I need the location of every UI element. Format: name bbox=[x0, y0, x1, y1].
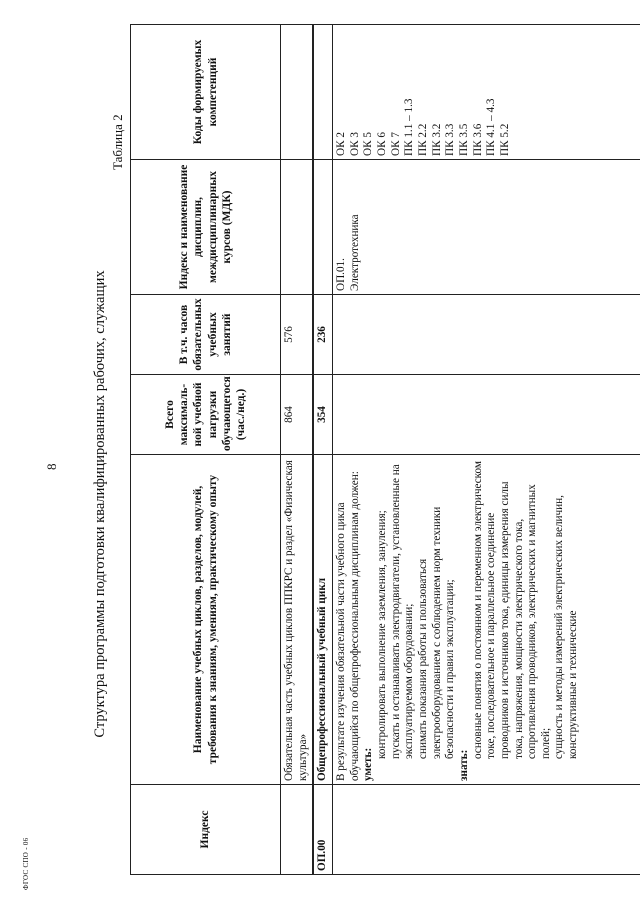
cell-discipline bbox=[332, 160, 640, 295]
header-competencies: Коды формируемых компетенций bbox=[131, 25, 281, 160]
cell-name: Общепрофессиональный учебный цикл bbox=[313, 455, 332, 785]
header-max-load: Всего максималь-ной учебной нагрузки обучающегося (час./нед.) bbox=[131, 375, 281, 455]
znat-item: основные понятия о постоянном и переменном электрическом токе, последовательное и параллельное соединение проводников и источников тока, единицы измерения силы тока, напряжения, мощности электрического тока, сопротивления проводников, электрических и магнитных полей; bbox=[471, 461, 552, 759]
umet-item: пускать и останавливать электродвигатели, установленные на эксплуатируемом оборудовании; bbox=[389, 464, 416, 759]
cell-discipline bbox=[313, 160, 332, 295]
structure-table-container bbox=[130, 25, 640, 875]
competency-code: ПК 3.6 bbox=[471, 123, 484, 156]
competency-code: ПК 3.2 bbox=[430, 123, 443, 156]
structure-table bbox=[130, 24, 640, 875]
competency-code: ОК 3 bbox=[348, 132, 361, 156]
cell-index bbox=[332, 785, 640, 875]
cell-compulsory: 236 bbox=[313, 295, 332, 375]
competency-code: ПК 3.3 bbox=[444, 123, 457, 156]
table-row-compulsory bbox=[281, 25, 314, 875]
cell-competencies bbox=[313, 25, 332, 160]
cell-index bbox=[281, 785, 314, 875]
umet-item: контролировать выполнение заземления, зануления; bbox=[375, 510, 388, 759]
competency-code: ПК 5.2 bbox=[498, 123, 511, 156]
cell-competencies bbox=[281, 25, 314, 160]
znat-label: знать: bbox=[457, 749, 470, 781]
cell-name: Обязательная часть учебных циклов ППКРС и раздел «Физическая культура» bbox=[281, 455, 314, 785]
competency-code: ОК 7 bbox=[389, 132, 402, 156]
header-name: Наименование учебных циклов, разделов, модулей, требования к знаниям, умениям, практическому опыту bbox=[131, 455, 281, 785]
competency-code: ПК 1.1 – 1.3 bbox=[403, 98, 416, 156]
document-title: Структура программы подготовки квалифицированных рабочих, служащих bbox=[92, 270, 108, 738]
competency-code: ОК 6 bbox=[375, 132, 388, 156]
requirements-intro: В результате изучения обязательной части учебного цикла обучающийся по общепрофессиональным дисциплинам должен: bbox=[334, 471, 361, 781]
cell-discipline bbox=[281, 160, 314, 295]
cell-compulsory bbox=[332, 295, 640, 375]
cell-requirements bbox=[332, 455, 640, 785]
cell-competencies bbox=[332, 25, 640, 160]
footer-code: ФГОС СПО - 06 bbox=[22, 837, 30, 890]
discipline-code: ОП.01. bbox=[334, 258, 347, 291]
competency-code: ОК 2 bbox=[334, 132, 347, 156]
competency-code: ПК 4.1 – 4.3 bbox=[485, 98, 498, 156]
header-index: Индекс bbox=[131, 785, 281, 875]
page-number: 8 bbox=[44, 463, 59, 470]
cell-index: ОП.00 bbox=[313, 785, 332, 875]
competency-code: ПК 3.5 bbox=[457, 123, 470, 156]
table-header-row bbox=[131, 25, 281, 875]
znat-item: сущность и методы измерений электрических величин, конструктивные и технические bbox=[553, 495, 580, 759]
umet-item: снимать показания работы и пользоваться электрооборудованием с соблюдением норм техники безопасности и правил эксплуатации; bbox=[416, 506, 457, 759]
cell-max-load: 354 bbox=[313, 375, 332, 455]
umet-label: уметь: bbox=[362, 747, 375, 781]
header-compulsory: В т.ч. часов обязательных учебных занятий bbox=[131, 295, 281, 375]
table-row-cycle bbox=[313, 25, 332, 875]
table-row-discipline bbox=[332, 25, 640, 875]
competency-code: ПК 2.2 bbox=[416, 123, 429, 156]
cell-max-load: 864 bbox=[281, 375, 314, 455]
table-label: Таблица 2 bbox=[110, 114, 125, 170]
discipline-name: Электротехника bbox=[348, 214, 361, 291]
competency-code: ОК 5 bbox=[362, 132, 375, 156]
header-discipline: Индекс и наименование дисциплин, междисциплинарных курсов (МДК) bbox=[131, 160, 281, 295]
cell-compulsory: 576 bbox=[281, 295, 314, 375]
cell-max-load bbox=[332, 375, 640, 455]
